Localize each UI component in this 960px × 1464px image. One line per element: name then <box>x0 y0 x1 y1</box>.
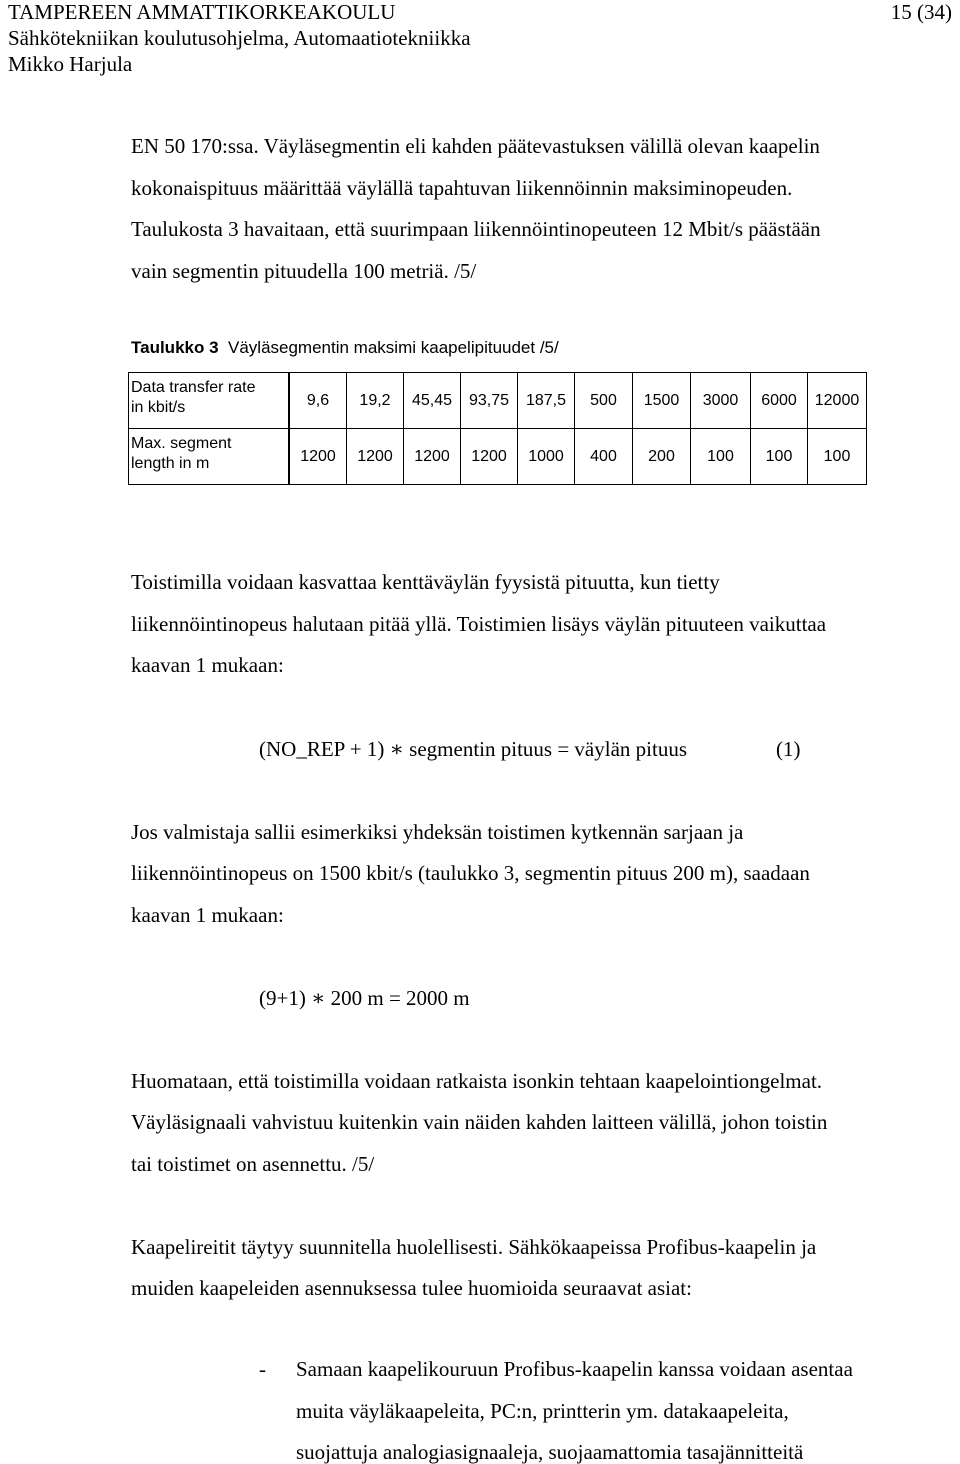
table-cell: 100 <box>691 429 751 485</box>
segment-length-table <box>128 372 867 485</box>
header-department: Sähkötekniikan koulutusohjelma, Automaatiotekniikka <box>8 26 471 50</box>
table-cell: 1500 <box>633 373 691 429</box>
table-cell: 6000 <box>751 373 808 429</box>
text-line: tai toistimet on asennettu. /5/ <box>131 1152 375 1176</box>
text-line: suojattuja analogiasignaaleja, suojaamattomia tasajännitteitä <box>296 1440 804 1464</box>
table-cell: 19,2 <box>347 373 404 429</box>
text-line: EN 50 170:ssa. Väyläsegmentin eli kahden päätevastuksen välillä olevan kaapelin <box>131 134 820 158</box>
text-line: muita väyläkaapeleita, PC:n, printterin ym. datakaapeleita, <box>296 1399 789 1423</box>
table-caption-text: Väyläsegmentin maksimi kaapelipituudet /5/ <box>228 338 559 357</box>
text-line: kokonaispituus määrittää väylällä tapahtuvan liikennöinnin maksiminopeuden. <box>131 176 793 200</box>
text-line: vain segmentin pituudella 100 metriä. /5/ <box>131 259 477 283</box>
text-line: liikennöintinopeus halutaan pitää yllä. Toistimien lisäys väylän pituuteen vaikuttaa <box>131 612 827 636</box>
table-cell: 400 <box>575 429 633 485</box>
table-row <box>129 373 867 429</box>
text-line: muiden kaapeleiden asennuksessa tulee huomioida seuraavat asiat: <box>131 1276 692 1300</box>
text-line: Samaan kaapelikouruun Profibus-kaapelin kanssa voidaan asentaa <box>296 1357 853 1381</box>
table-cell: 3000 <box>691 373 751 429</box>
text-line: Kaapelireitit täytyy suunnitella huolellisesti. Sähkökaapeissa Profibus-kaapelin ja <box>131 1235 817 1259</box>
text-line: kaavan 1 mukaan: <box>131 903 284 927</box>
text-line: liikennöintinopeus on 1500 kbit/s (taulukko 3, segmentin pituus 200 m), saadaan <box>131 861 810 885</box>
table-cell: 1200 <box>404 429 461 485</box>
table-caption-label: Taulukko 3 <box>131 338 219 357</box>
row-header-line: in kbit/s <box>131 399 186 416</box>
text-line: Väyläsignaali vahvistuu kuitenkin vain näiden kahden laitteen välillä, johon toistin <box>131 1110 828 1134</box>
formula-2: (9+1) ∗ 200 m = 2000 m <box>259 986 470 1010</box>
table-cell: 100 <box>808 429 867 485</box>
text-line: Jos valmistaja sallii esimerkiksi yhdeksän toistimen kytkennän sarjaan ja <box>131 820 744 844</box>
table-cell: 500 <box>575 373 633 429</box>
text-line: kaavan 1 mukaan: <box>131 653 284 677</box>
row-header <box>129 373 290 429</box>
table-cell: 1200 <box>461 429 518 485</box>
table-cell: 187,5 <box>518 373 575 429</box>
row-header-line: Max. segment <box>131 435 232 452</box>
table-cell: 1000 <box>518 429 575 485</box>
text-line: Taulukosta 3 havaitaan, että suurimpaan liikennöintinopeuteen 12 Mbit/s päästään <box>131 217 821 241</box>
table-cell: 100 <box>751 429 808 485</box>
bullet-dash: - <box>259 1357 266 1381</box>
row-header-line: Data transfer rate <box>131 379 256 396</box>
table-row <box>129 429 867 485</box>
formula-1: (NO_REP + 1) ∗ segmentin pituus = väylän pituus <box>259 737 687 761</box>
table-cell: 200 <box>633 429 691 485</box>
page-number: 15 (34) <box>890 0 952 24</box>
table-caption <box>131 338 559 358</box>
table-cell: 12000 <box>808 373 867 429</box>
header-institution: TAMPEREEN AMMATTIKORKEAKOULU <box>8 0 396 24</box>
text-line: Huomataan, että toistimilla voidaan ratkaista isonkin tehtaan kaapelointiongelmat. <box>131 1069 823 1093</box>
table-cell: 9,6 <box>289 373 347 429</box>
table-cell: 1200 <box>347 429 404 485</box>
table-cell: 1200 <box>289 429 347 485</box>
text-line: Toistimilla voidaan kasvattaa kenttäväylän fyysistä pituutta, kun tietty <box>131 570 720 594</box>
row-header <box>129 429 290 485</box>
header-author: Mikko Harjula <box>8 52 133 76</box>
table-cell: 93,75 <box>461 373 518 429</box>
table-cell: 45,45 <box>404 373 461 429</box>
row-header-line: length in m <box>131 455 210 472</box>
formula-1-number: (1) <box>776 737 801 761</box>
